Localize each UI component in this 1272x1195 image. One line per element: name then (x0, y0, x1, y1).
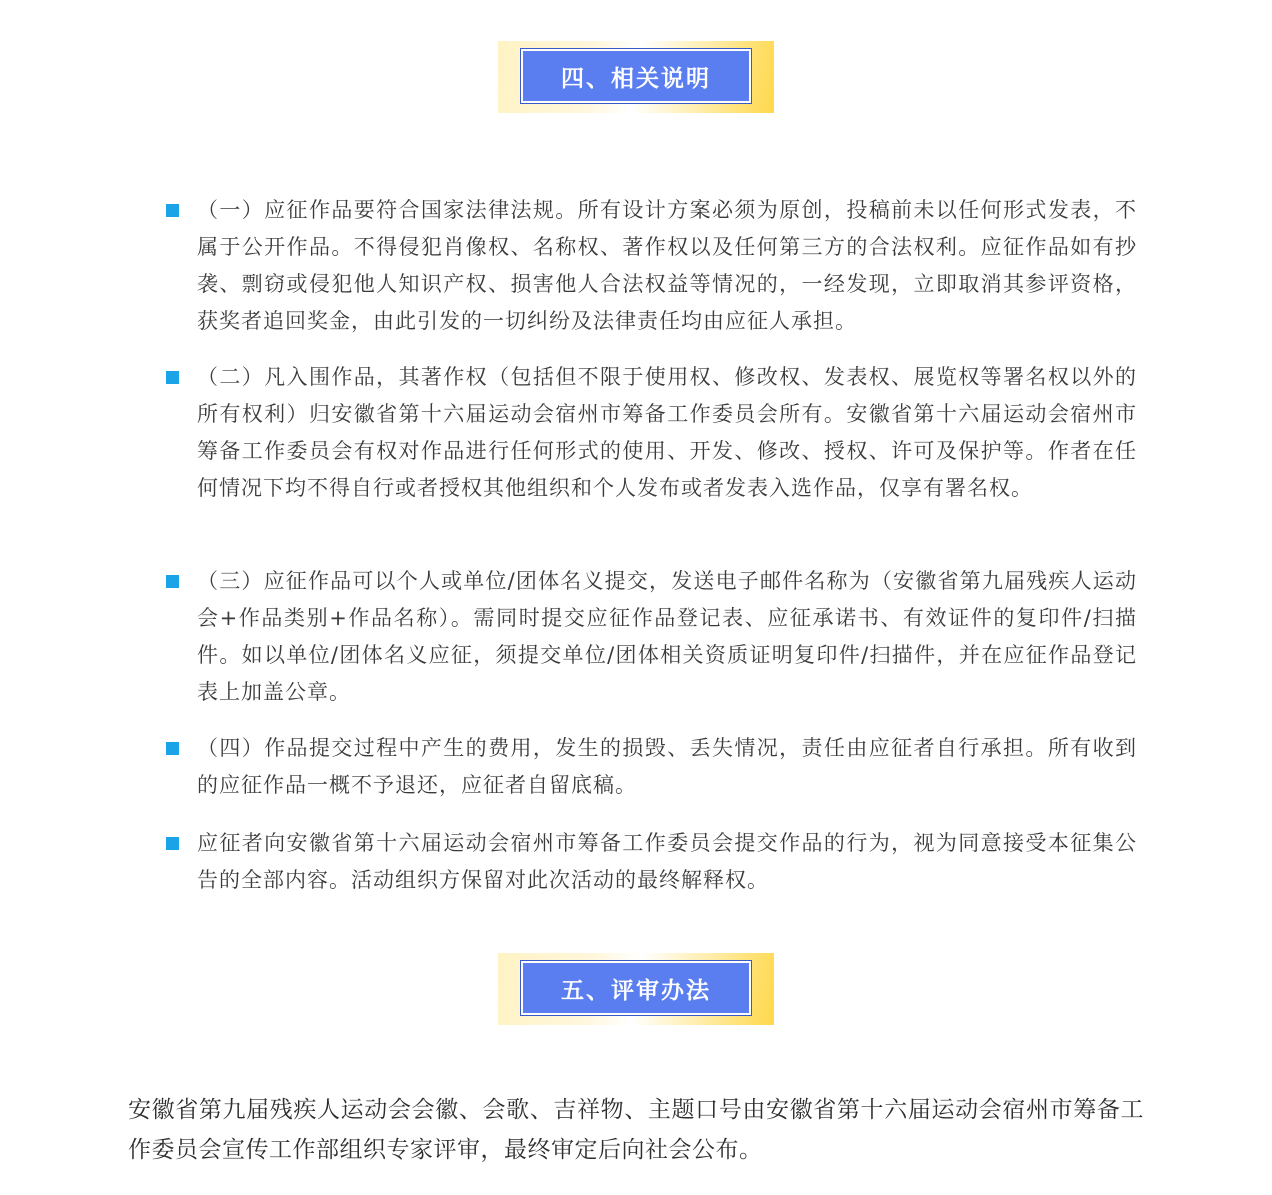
list-item-text: 应征者向安徽省第十六届运动会宿州市筹备工作委员会提交作品的行为，视为同意接受本征集公告的全部内容。活动组织方保留对此次活动的最终解释权。 (197, 831, 1137, 892)
section-four-header (498, 41, 774, 113)
header-title-box (520, 960, 752, 1016)
list-item-text: （四）作品提交过程中产生的费用，发生的损毁、丢失情况，责任由应征者自行承担。所有收到的应征作品一概不予退还，应征者自留底稿。 (197, 736, 1137, 797)
header-title-box (520, 48, 752, 104)
section-five-body: 安徽省第九届残疾人运动会会徽、会歌、吉祥物、主题口号由安徽省第十六届运动会宿州市筹备工作委员会宣传工作部组织专家评审，最终审定后向社会公布。 (128, 1097, 1144, 1163)
square-bullet-icon (166, 742, 179, 755)
section-five-title: 五、评审办法 (561, 977, 711, 1004)
list-item-text: （一）应征作品要符合国家法律法规。所有设计方案必须为原创，投稿前未以任何形式发表，不属于公开作品。不得侵犯肖像权、名称权、著作权以及任何第三方的合法权利。应征作品如有抄袭、剽窃或侵犯他人知识产权、损害他人合法权益等情况的，一经发现，立即取消其参评资格，获奖者追回奖金，由此引发的一切纠纷及法律责任均由应征人承担。 (197, 198, 1137, 333)
square-bullet-icon (166, 575, 179, 588)
square-bullet-icon (166, 204, 179, 217)
square-bullet-icon (166, 837, 179, 850)
square-bullet-icon (166, 371, 179, 384)
section-four-title: 四、相关说明 (561, 65, 711, 92)
section-five-header (498, 953, 774, 1025)
list-item-text: （三）应征作品可以个人或单位/团体名义提交，发送电子邮件名称为（安徽省第九届残疾人运动会+作品类别+作品名称）。需同时提交应征作品登记表、应征承诺书、有效证件的复印件/扫描件。如以单位/团体名义应征，须提交单位/团体相关资质证明复印件/扫描件，并在应征作品登记表上加盖公章。 (197, 569, 1137, 704)
list-item-text: （二）凡入围作品，其著作权（包括但不限于使用权、修改权、发表权、展览权等署名权以外的所有权利）归安徽省第十六届运动会宿州市筹备工作委员会所有。安徽省第十六届运动会宿州市筹备工作委员会有权对作品进行任何形式的使用、开发、修改、授权、许可及保护等。作者在任何情况下均不得自行或者授权其他组织和个人发布或者发表入选作品，仅享有署名权。 (197, 365, 1137, 500)
